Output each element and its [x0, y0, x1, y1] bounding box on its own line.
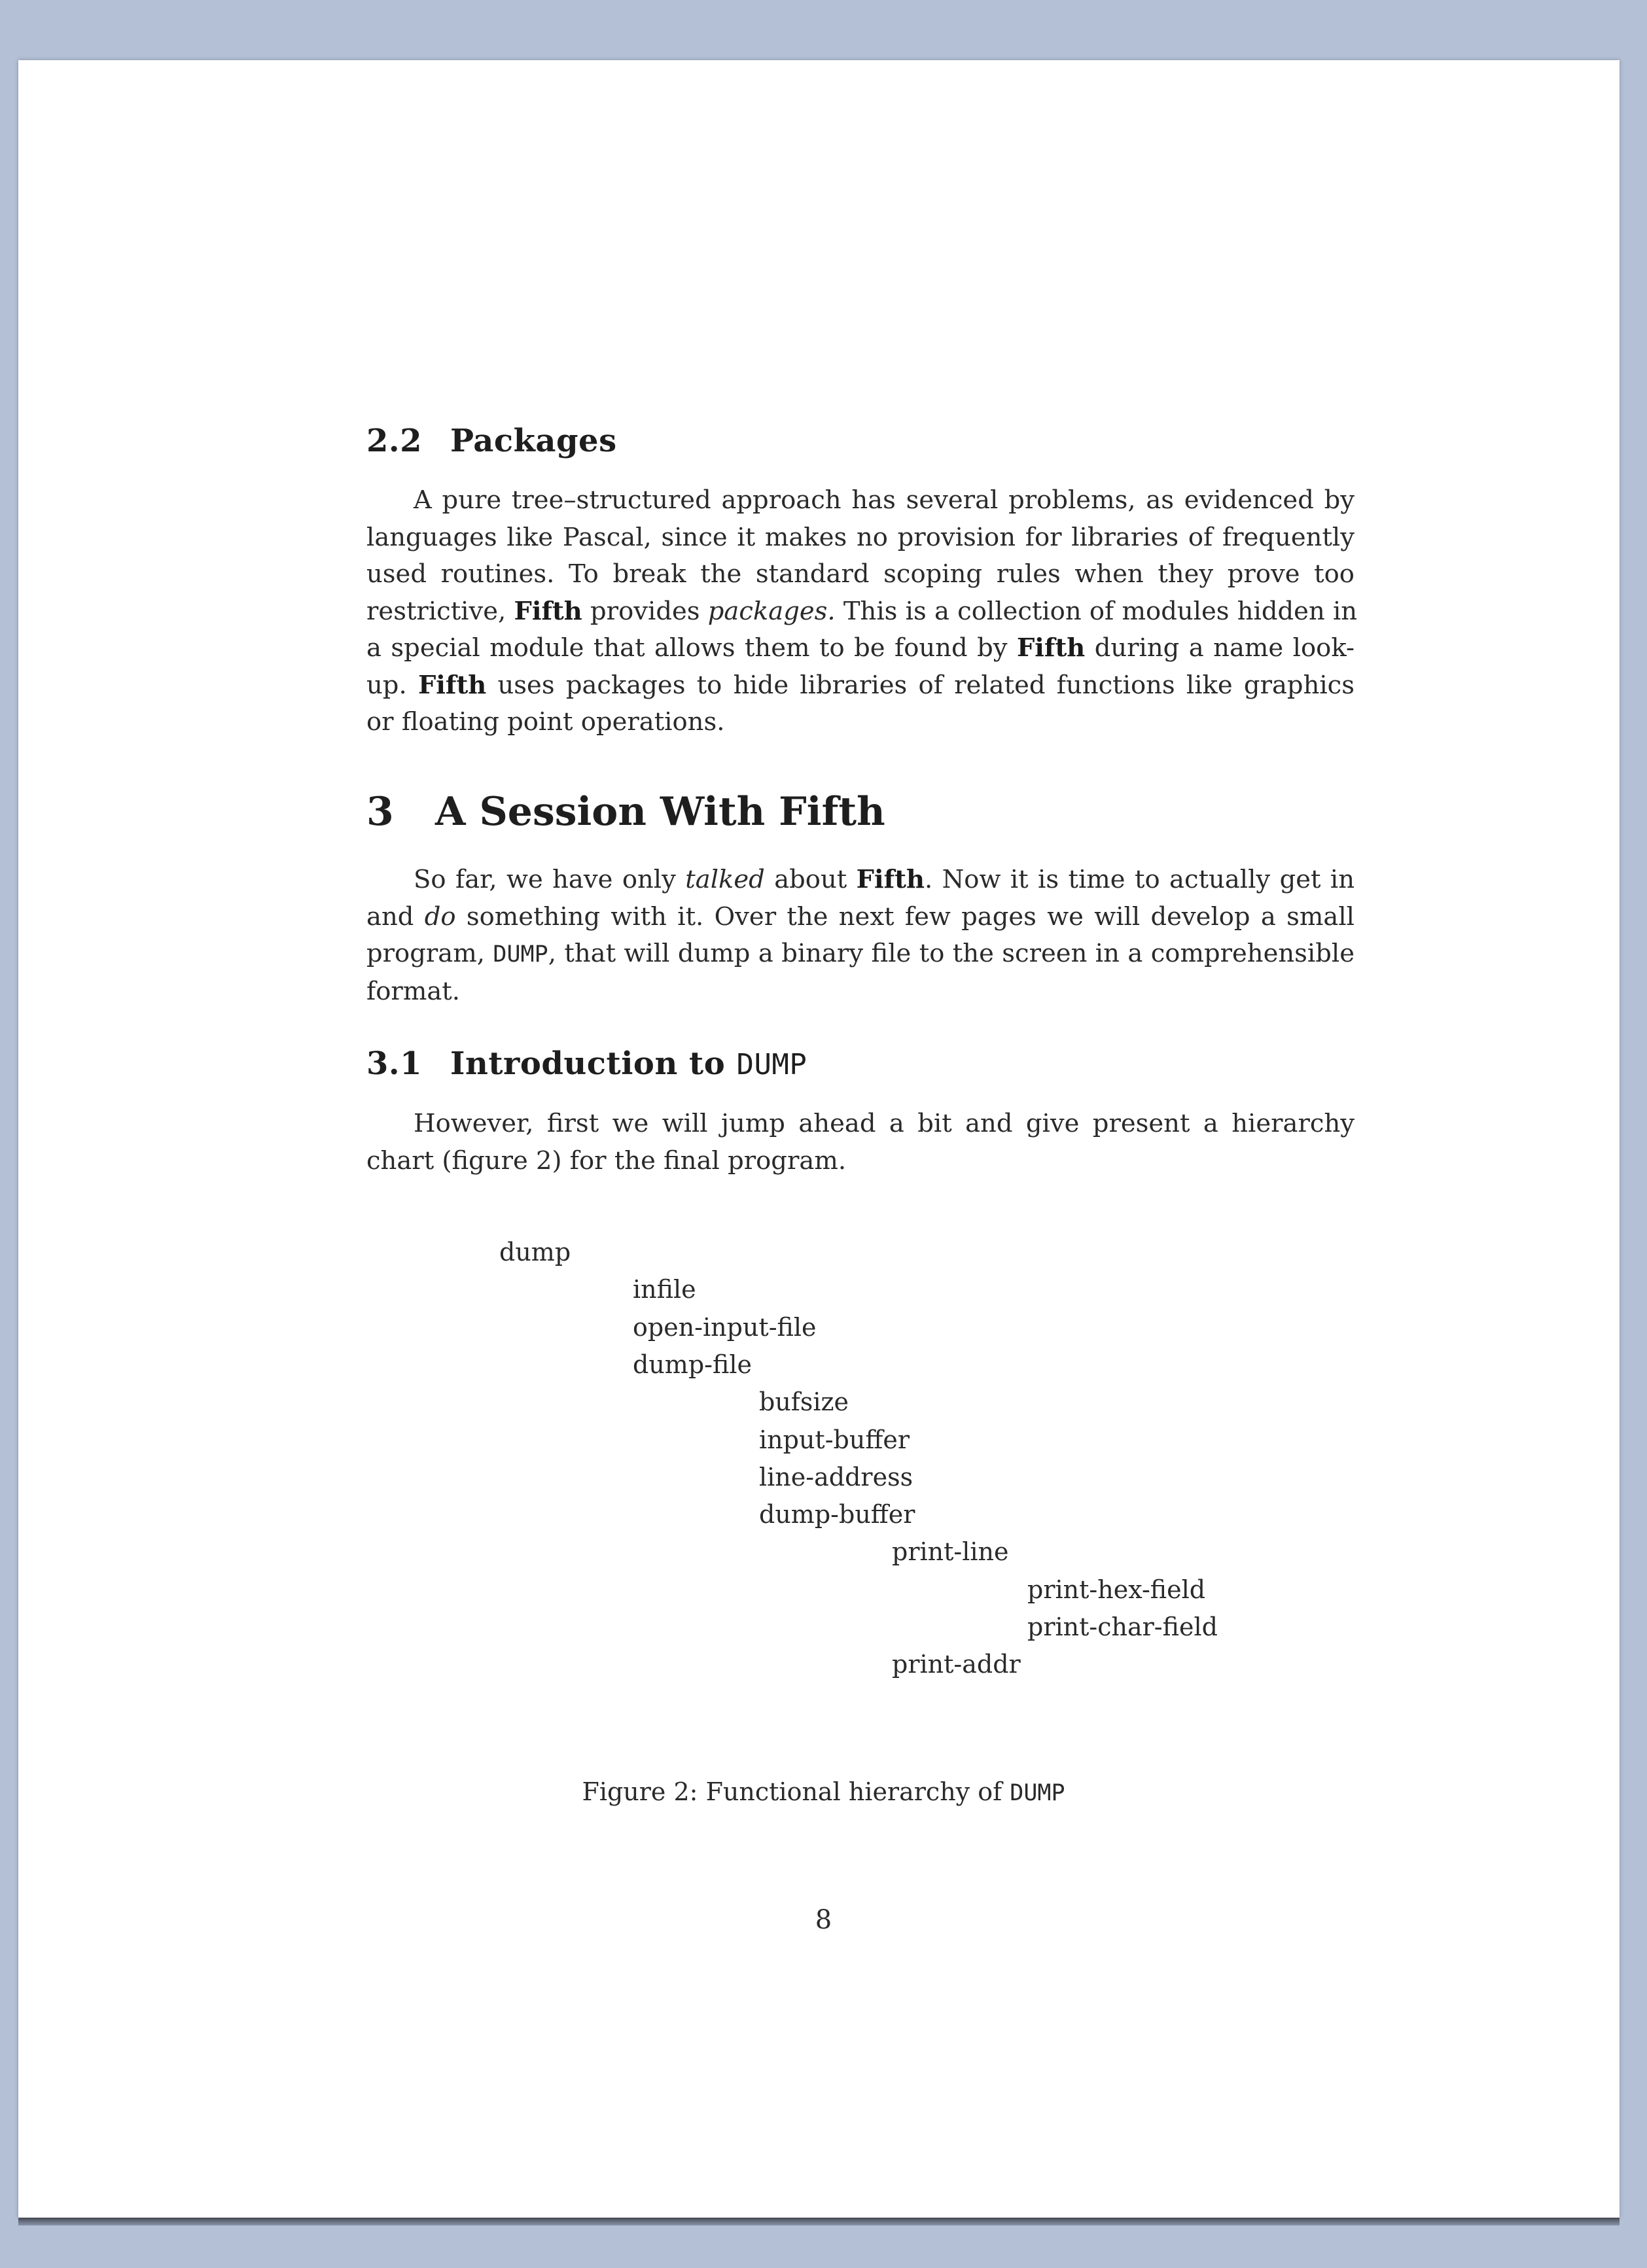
emphasis: packages.	[707, 596, 836, 626]
hierarchy-item: print-addr	[892, 1650, 1021, 1679]
text-line: used routines. To break the standard scoping rules when they prove too	[366, 559, 1355, 589]
text-line: program, DUMP, that will dump a binary file to the screen in a comprehensible	[366, 939, 1355, 968]
hierarchy-item: infile	[633, 1275, 696, 1304]
hierarchy-item: bufsize	[759, 1387, 849, 1417]
keyword-fifth: Fifth	[417, 670, 487, 700]
text-line: restrictive, Fifth provides packages. This is a collection of modules hidden in	[366, 596, 1358, 626]
text-line: languages like Pascal, since it makes no provision for libraries of frequently	[366, 522, 1355, 552]
text-line: However, first we will jump ahead a bit and give present a hierarchy	[414, 1109, 1355, 1138]
paper-edge-shadow	[18, 2218, 1620, 2225]
heading-number: 3	[366, 789, 394, 835]
figure-caption	[0, 1777, 1647, 1806]
hierarchy-item: open-input-file	[633, 1312, 817, 1342]
heading-title: A Session With Fifth	[435, 789, 885, 835]
paragraph-intro-dump	[366, 1106, 1355, 1179]
text-line: chart (figure 2) for the final program.	[366, 1145, 847, 1176]
heading-2-2	[366, 423, 617, 459]
hierarchy-item: print-hex-field	[1027, 1575, 1206, 1604]
text-line: A pure tree–structured approach has several problems, as evidenced by	[414, 485, 1355, 515]
caption-text: Figure 2: Functional hierarchy of	[582, 1777, 1010, 1806]
hierarchy-item: print-line	[892, 1537, 1009, 1567]
hierarchy-item: line-address	[759, 1462, 913, 1492]
keyword-fifth: Fifth	[1016, 633, 1086, 663]
text-line: or floating point operations.	[366, 707, 725, 737]
code-term: DUMP	[493, 941, 548, 968]
heading-3-1	[366, 1045, 807, 1082]
keyword-fifth: Fifth	[514, 596, 582, 626]
emphasis: talked	[685, 865, 765, 894]
paragraph-packages	[366, 482, 1358, 741]
heading-title: Introduction to	[450, 1045, 737, 1082]
hierarchy-item: dump-buffer	[759, 1500, 915, 1529]
text-line: up. Fifth uses packages to hide libraries of related functions like graphics	[366, 670, 1355, 700]
heading-3	[366, 789, 885, 835]
caption-mono: DUMP	[1010, 1780, 1065, 1806]
text-line: So far, we have only talked about Fifth. Now it is time to actually get in	[414, 865, 1355, 894]
heading-number: 2.2	[366, 423, 423, 459]
hierarchy-item: print-char-field	[1027, 1613, 1218, 1641]
text-line: a special module that allows them to be found by Fifth during a name look-	[366, 633, 1355, 663]
text-line: format.	[366, 976, 461, 1006]
emphasis: do	[424, 901, 456, 932]
heading-number: 3.1	[366, 1045, 423, 1082]
heading-title-mono: DUMP	[736, 1048, 807, 1081]
hierarchy-item: input-buffer	[759, 1425, 910, 1454]
text-line: and do something with it. Over the next few pages we will develop a small	[366, 901, 1355, 932]
heading-title: Packages	[450, 423, 617, 459]
paragraph-session	[366, 862, 1355, 1010]
hierarchy-item: dump	[499, 1238, 571, 1266]
hierarchy-item: dump-file	[633, 1350, 752, 1379]
page-number: 8	[815, 1905, 832, 1935]
keyword-fifth: Fifth	[856, 865, 925, 894]
